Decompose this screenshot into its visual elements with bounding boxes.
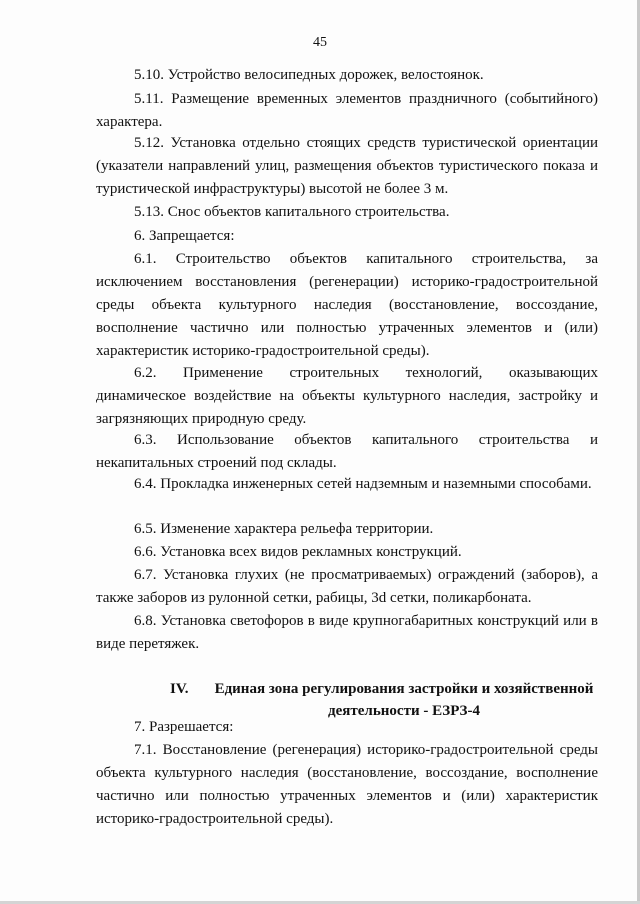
paragraph-6-3: 6.3. Использование объектов капитального строительства и некапитальных строений под склады.	[96, 432, 598, 471]
paragraph-6-1: 6.1. Строительство объектов капитального строительства, за исключением восстановления (регенерации) историко-градостроительной среды объекта культурного наследия (восстановление, воссоздание, восполнение частично или полностью утраченных элементов и (или) характеристик историко-градостроительной среды).	[96, 251, 598, 359]
paragraph-6-7: 6.7. Установка глухих (не просматриваемых) ограждений (заборов), а также заборов из рулонной сетки, рабицы, 3d сетки, поликарбоната.	[96, 567, 598, 606]
paragraph-6-8: 6.8. Установка светофоров в виде крупногабаритных конструкций или в виде перетяжек.	[96, 613, 598, 652]
section-number: IV.	[170, 681, 189, 697]
page-number: 45	[313, 35, 327, 50]
paragraph-7: 7. Разрешается:	[134, 719, 234, 735]
section-title: Единая зона регулирования застройки и хозяйственной деятельности - ЕЗРЗ-4	[214, 681, 594, 719]
paragraph-7-1: 7.1. Восстановление (регенерация) историко-градостроительной среды объекта культурного наследия (восстановление, воссоздание, восполнение частично или полностью утраченных элементов и (или) характеристик историко-градостроительной среды).	[96, 742, 598, 827]
paragraph-5-11: 5.11. Размещение временных элементов праздничного (событийного) характера.	[96, 91, 598, 130]
paragraph-6: 6. Запрещается:	[134, 228, 235, 244]
paragraph-6-5: 6.5. Изменение характера рельефа территории.	[134, 521, 434, 537]
paragraph-5-13: 5.13. Снос объектов капитального строительства.	[134, 204, 450, 220]
paragraph-6-2: 6.2. Применение строительных технологий, оказывающих динамическое воздействие на объекты культурного наследия, застройку и загрязняющих природную среду.	[96, 365, 598, 427]
paragraph-5-12: 5.12. Установка отдельно стоящих средств туристической ориентации (указатели направлений улиц, размещения объектов туристического показа и туристической инфраструктуры) высотой не более 3 м.	[96, 135, 598, 197]
paragraph-6-6: 6.6. Установка всех видов рекламных конструкций.	[134, 544, 462, 560]
paragraph-5-10: 5.10. Устройство велосипедных дорожек, велостоянок.	[134, 67, 484, 83]
paragraph-6-4: 6.4. Прокладка инженерных сетей надземным и наземными способами.	[134, 476, 592, 492]
